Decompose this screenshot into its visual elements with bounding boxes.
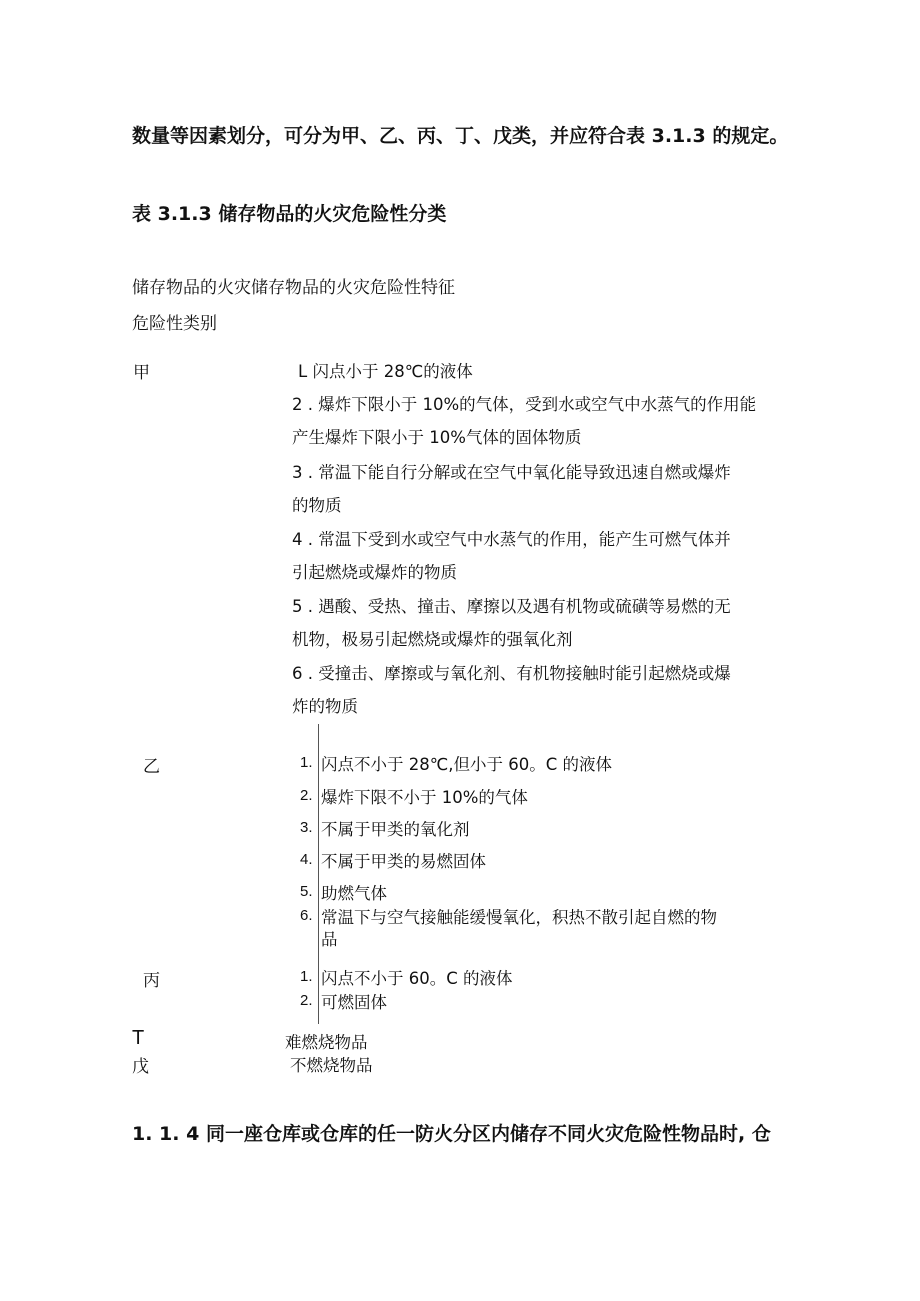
item-number: 4 . <box>292 530 313 549</box>
bing-item-2-number: 2. <box>300 992 313 1009</box>
yi-item-6-cont: 品 <box>321 930 338 949</box>
bing-item-1-text: 闪点不小于 60。C 的液体 <box>321 969 513 988</box>
yi-item-3-number: 3. <box>300 819 313 836</box>
category-label-ding: T <box>132 1027 145 1049</box>
wu-description: 不燃烧物品 <box>290 1056 373 1075</box>
jia-item-1 <box>298 358 473 382</box>
item-text: 闪点小于 28℃的液体 <box>312 362 473 381</box>
item-text: 遇酸、受热、撞击、摩擦以及遇有机物或硫磺等易燃的无 <box>318 597 731 616</box>
item-text: 常温下能自行分解或在空气中氧化能导致迅速自燃或爆炸 <box>318 463 731 482</box>
yi-item-1-number: 1. <box>300 754 313 771</box>
category-label-bing: 丙 <box>143 971 160 991</box>
yi-item-5-number: 5. <box>300 883 313 900</box>
jia-item-2-cont: 产生爆炸下限小于 10%气体的固体物质 <box>292 428 582 447</box>
item-number: 6 . <box>292 664 313 683</box>
jia-item-5-cont: 机物，极易引起燃烧或爆炸的强氧化剂 <box>292 630 573 649</box>
item-number: 3 . <box>292 463 313 482</box>
item-number: 2 . <box>292 395 313 414</box>
item-number: L <box>298 362 308 381</box>
yi-item-1-text: 闪点不小于 28℃,但小于 60。C 的液体 <box>321 755 613 774</box>
bing-item-2-text: 可燃固体 <box>321 993 387 1012</box>
category-label-jia: 甲 <box>133 363 150 383</box>
yi-item-4-number: 4. <box>300 851 313 868</box>
yi-item-4-text: 不属于甲类的易燃固体 <box>321 852 486 871</box>
jia-item-3-cont: 的物质 <box>292 496 342 515</box>
jia-item-2 <box>292 391 756 415</box>
yi-item-5-text: 助燃气体 <box>321 884 387 903</box>
jia-item-5 <box>292 593 731 617</box>
yi-item-6-text: 常温下与空气接触能缓慢氧化，积热不散引起自燃的物 <box>321 908 717 927</box>
section-1-1-4-paragraph: 1. 1. 4 同一座仓库或仓库的任一防火分区内储存不同火灾危险性物品时, 仓 <box>132 1123 771 1145</box>
table-header-line1: 储存物品的火灾储存物品的火灾危险性特征 <box>132 278 455 298</box>
item-text: 受撞击、摩擦或与氧化剂、有机物接触时能引起燃烧或爆 <box>318 664 731 683</box>
item-number: 5 . <box>292 597 313 616</box>
item-text: 常温下受到水或空气中水蒸气的作用，能产生可燃气体并 <box>318 530 731 549</box>
bing-item-1-number: 1. <box>300 968 313 985</box>
jia-item-4-cont: 引起燃烧或爆炸的物质 <box>292 563 457 582</box>
column-divider <box>318 724 319 1024</box>
intro-paragraph: 数量等因素划分，可分为甲、乙、丙、丁、戊类，并应符合表 3.1.3 的规定。 <box>132 125 789 147</box>
item-text: 爆炸下限小于 10%的气体，受到水或空气中水蒸气的作用能 <box>318 395 757 414</box>
jia-item-6-cont: 炸的物质 <box>292 697 358 716</box>
yi-item-2-number: 2. <box>300 787 313 804</box>
table-header-line2: 危险性类别 <box>132 314 217 334</box>
jia-item-4 <box>292 526 731 550</box>
yi-item-2-text: 爆炸下限不小于 10%的气体 <box>321 788 528 807</box>
ding-description: 难燃烧物品 <box>285 1033 368 1052</box>
yi-item-3-text: 不属于甲类的氧化剂 <box>321 820 470 839</box>
jia-item-3 <box>292 459 731 483</box>
jia-item-6 <box>292 660 731 684</box>
category-label-wu: 戊 <box>132 1057 149 1077</box>
category-label-yi: 乙 <box>143 757 160 777</box>
yi-item-6-number: 6. <box>300 907 313 924</box>
table-title: 表 3.1.3 储存物品的火灾危险性分类 <box>132 203 447 225</box>
